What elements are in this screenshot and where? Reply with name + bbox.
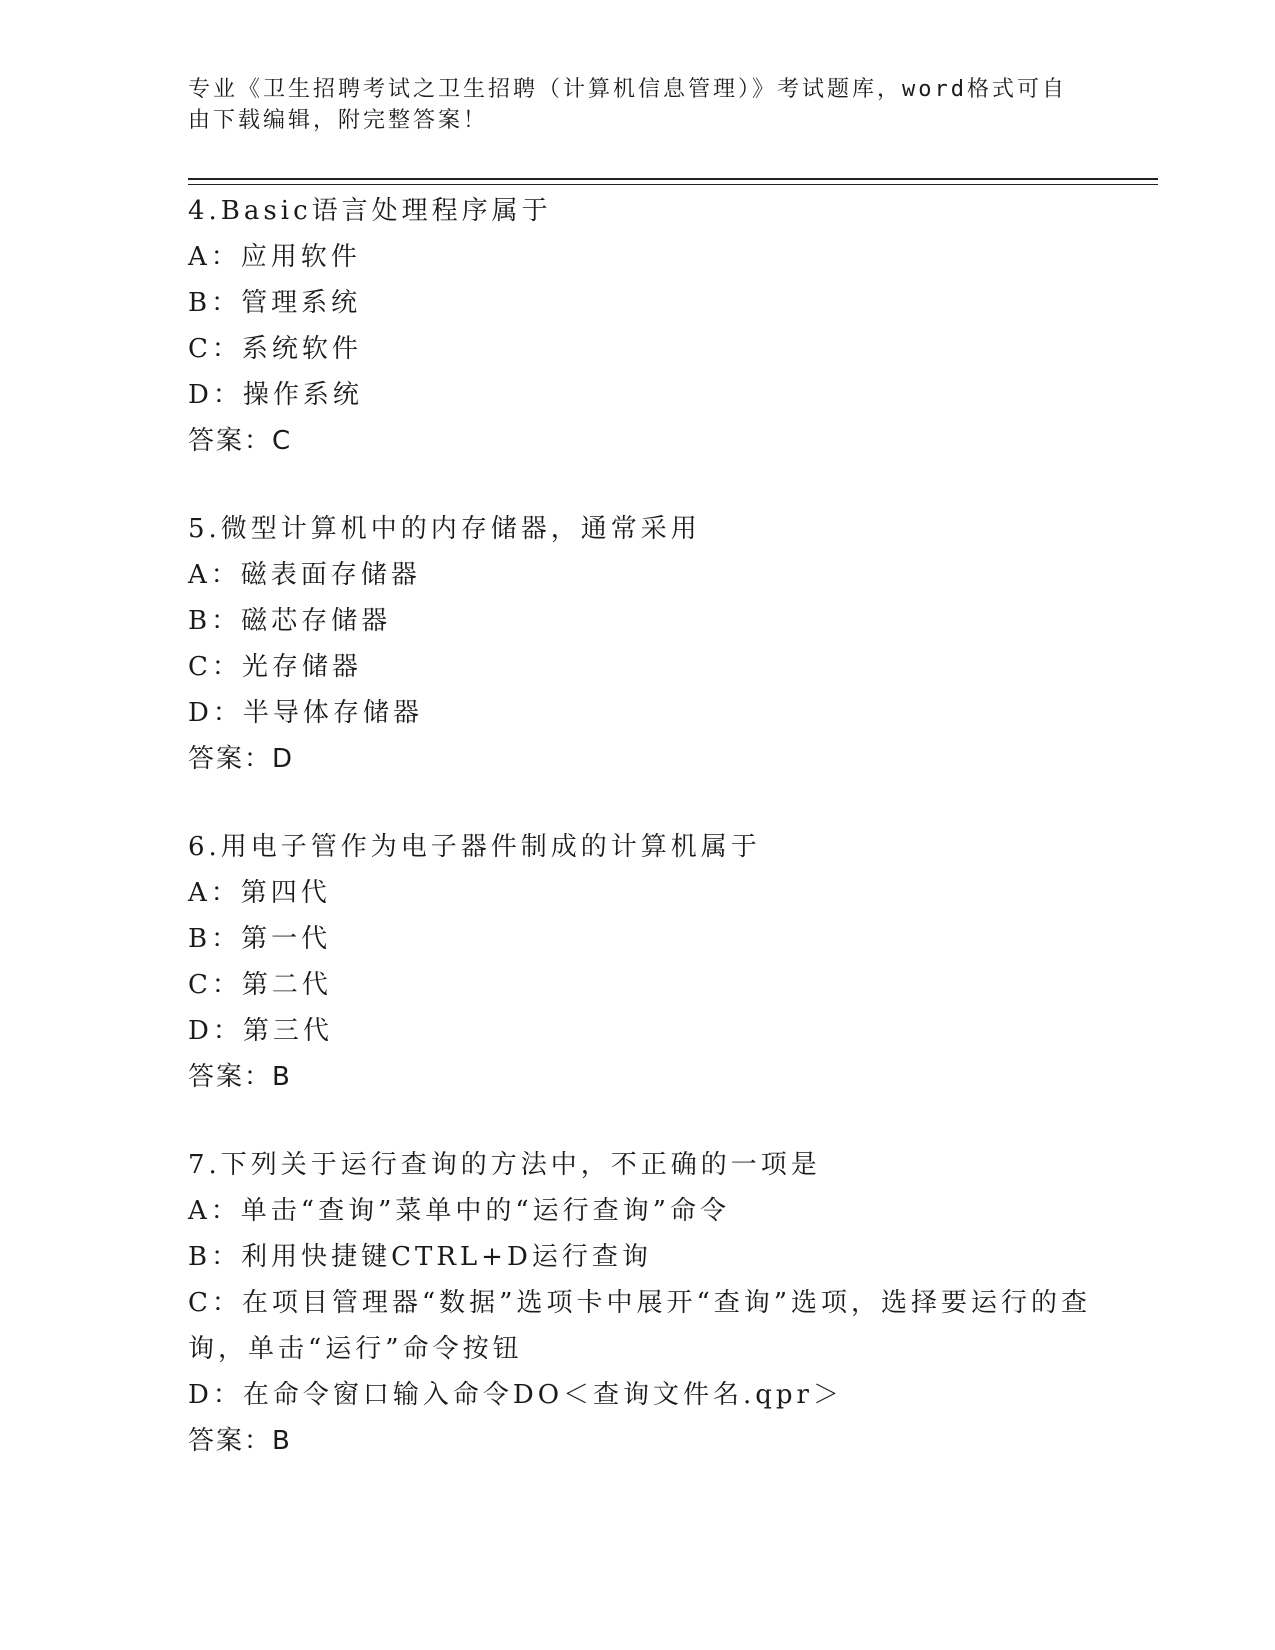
option-b: B：第一代 [188,924,332,954]
option-c: C：在项目管理器“数据”选项卡中展开“查询”选项，选择要运行的查询，单击“运行”命令按钮 [188,1288,1092,1364]
question-5 [188,506,1148,782]
header-divider-thick [188,178,1158,180]
option-d: D：操作系统 [188,380,363,410]
option-a: A：第四代 [188,878,331,908]
option-c: C：光存储器 [188,652,362,682]
question-list [188,188,1148,1506]
option-c: C：系统软件 [188,334,362,364]
option-d: D：在命令窗口输入命令DO＜查询文件名.qpr＞ [188,1380,843,1410]
question-stem: 7.下列关于运行查询的方法中，不正确的一项是 [188,1150,821,1180]
answer: 答案：C [188,426,293,456]
question-6 [188,824,1148,1100]
answer: 答案：B [188,1426,292,1456]
answer: 答案：D [188,744,295,774]
header-divider-thin [188,184,1158,185]
option-d: D：半导体存储器 [188,698,423,728]
option-b: B：利用快捷键CTRL+D运行查询 [188,1242,652,1272]
question-stem: 4.Basic语言处理程序属于 [188,196,552,226]
option-a: A：应用软件 [188,242,361,272]
option-c: C：第二代 [188,970,332,1000]
question-7 [188,1142,1148,1464]
option-a: A：磁表面存储器 [188,560,421,590]
answer: 答案：B [188,1062,292,1092]
question-stem: 6.用电子管作为电子器件制成的计算机属于 [188,832,761,862]
document-header: 专业《卫生招聘考试之卫生招聘（计算机信息管理）》考试题库，word格式可自由下载编辑，附完整答案！ [188,77,1067,133]
option-d: D：第三代 [188,1016,333,1046]
question-stem: 5.微型计算机中的内存储器，通常采用 [188,514,701,544]
option-b: B：管理系统 [188,288,362,318]
option-b: B：磁芯存储器 [188,606,392,636]
question-4 [188,188,1148,464]
option-a: A：单击“查询”菜单中的“运行查询”命令 [188,1196,730,1226]
